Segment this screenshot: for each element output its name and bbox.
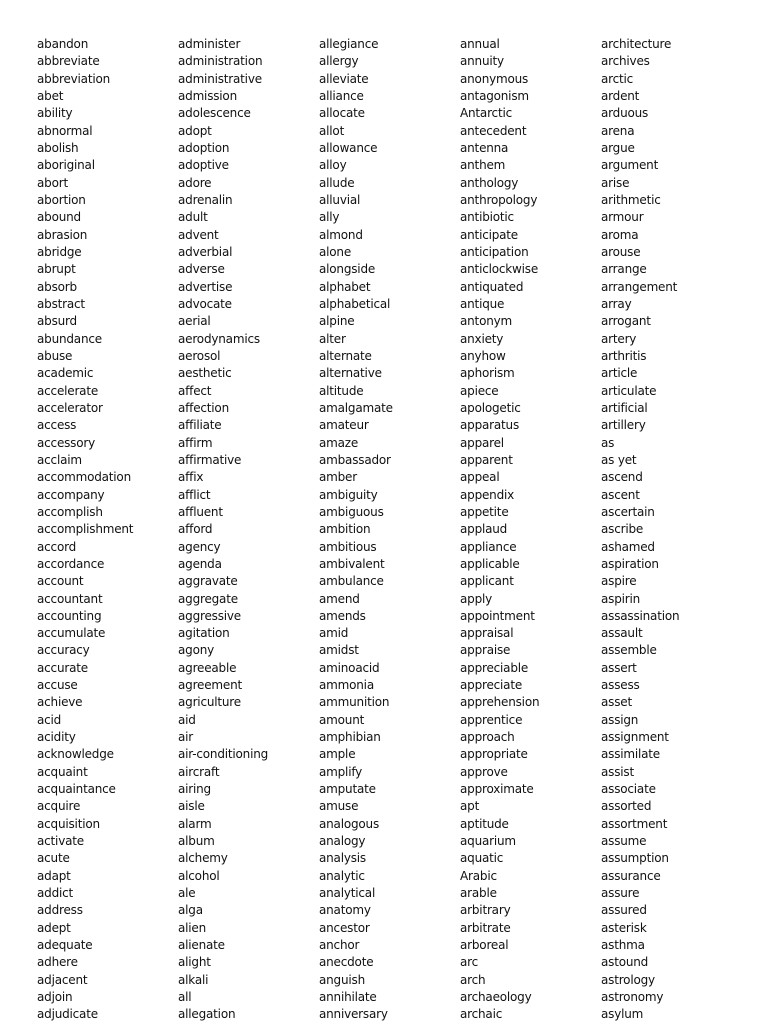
word-entry: allude <box>319 175 355 190</box>
word-entry: ambitious <box>319 539 377 554</box>
word-entry: adolescence <box>178 106 251 121</box>
word-entry: aerosol <box>178 348 221 363</box>
word-entry: archaic <box>460 1007 503 1022</box>
word-entry: accounting <box>37 608 102 623</box>
word-entry: account <box>37 574 84 589</box>
word-entry: ambulance <box>319 574 384 589</box>
word-entry: artillery <box>601 418 646 433</box>
word-entry: assorted <box>601 799 652 814</box>
word-entry: analogous <box>319 816 380 831</box>
word-entry: accuse <box>37 678 78 693</box>
word-entry: accurate <box>37 660 88 675</box>
word-entry: analogy <box>319 834 366 849</box>
word-entry: antibiotic <box>460 210 514 225</box>
word-entry: annual <box>460 37 500 51</box>
word-entry: apprehension <box>460 695 540 710</box>
word-entry: adjoin <box>37 990 73 1005</box>
word-entry: apprentice <box>460 712 523 727</box>
word-entry: Arabic <box>460 868 497 883</box>
word-entry: arrogant <box>601 314 651 329</box>
word-entry: administrative <box>178 71 262 86</box>
word-entry: arbitrate <box>460 920 511 935</box>
word-entry: aminoacid <box>319 660 380 675</box>
word-entry: ascribe <box>601 522 644 537</box>
word-entry: antonym <box>460 314 513 329</box>
word-entry: aphorism <box>460 366 515 381</box>
word-entry: acquaint <box>37 764 88 779</box>
word-entry: anniversary <box>319 1007 388 1022</box>
word-entry: armour <box>601 210 644 225</box>
word-entry: agreement <box>178 678 242 693</box>
word-entry: affix <box>178 470 204 485</box>
word-entry: alter <box>319 331 346 346</box>
word-entry: arrangement <box>601 279 678 294</box>
word-entry: array <box>601 296 632 311</box>
word-entry: anticipation <box>460 244 529 259</box>
word-entry: aggressive <box>178 608 241 623</box>
word-entry: acute <box>37 851 70 866</box>
word-entry: assassination <box>601 608 680 623</box>
word-entry: arise <box>601 175 630 190</box>
word-entry: aspirin <box>601 591 641 606</box>
word-entry: alternative <box>319 366 382 381</box>
word-entry: agreeable <box>178 660 237 675</box>
word-entry: asylum <box>601 1007 644 1022</box>
word-entry: applicant <box>460 574 514 589</box>
word-entry: allergy <box>319 54 359 69</box>
word-entry: appreciable <box>460 660 529 675</box>
word-entry: assist <box>601 764 634 779</box>
word-entry: accessory <box>37 435 96 450</box>
word-entry: appraise <box>460 643 511 658</box>
word-entry: abrupt <box>37 262 76 277</box>
word-entry: ambiguity <box>319 487 378 502</box>
word-entry: accelerator <box>37 400 103 415</box>
word-entry: afflict <box>178 487 211 502</box>
word-entry: abortion <box>37 192 86 207</box>
word-entry: agenda <box>178 556 222 571</box>
word-entry: alienate <box>178 938 225 953</box>
word-entry: arch <box>460 972 486 987</box>
word-entry: abbreviate <box>37 54 100 69</box>
word-entry: album <box>178 834 215 849</box>
word-entry: ascent <box>601 487 640 502</box>
word-entry: appreciate <box>460 678 523 693</box>
word-entry: altitude <box>319 383 364 398</box>
word-entry: annuity <box>460 54 504 69</box>
word-entry: assurance <box>601 868 661 883</box>
word-entry: almond <box>319 227 363 242</box>
word-entry: articulate <box>601 383 657 398</box>
word-entry: arc <box>460 955 479 970</box>
word-entry: air <box>178 730 194 745</box>
word-entry: apparel <box>460 435 504 450</box>
word-entry: ambiguous <box>319 504 384 519</box>
word-entry: apparatus <box>460 418 519 433</box>
word-entry: access <box>37 418 77 433</box>
word-entry: aggravate <box>178 574 238 589</box>
word-entry: amateur <box>319 418 369 433</box>
word-entry: agony <box>178 643 215 658</box>
word-entry: alcohol <box>178 868 220 883</box>
word-entry: adore <box>178 175 212 190</box>
word-entry: aggregate <box>178 591 238 606</box>
word-entry: associate <box>601 782 656 797</box>
word-entry: ascertain <box>601 504 655 519</box>
word-column-1 <box>37 36 133 1024</box>
word-entry: acknowledge <box>37 747 114 762</box>
word-entry: abrasion <box>37 227 88 242</box>
word-entry: arouse <box>601 244 641 259</box>
word-entry: appeal <box>460 470 500 485</box>
word-entry: advocate <box>178 296 232 311</box>
word-entry: assault <box>601 626 643 641</box>
word-entry: annihilate <box>319 990 377 1005</box>
word-entry: arable <box>460 886 497 901</box>
word-column-4 <box>460 36 539 1024</box>
word-entry: alarm <box>178 816 212 831</box>
word-entry: aerial <box>178 314 211 329</box>
word-entry: adverse <box>178 262 225 277</box>
word-entry: as yet <box>601 452 637 467</box>
word-entry: anchor <box>319 938 360 953</box>
word-entry: arbitrary <box>460 903 511 918</box>
word-entry: accuracy <box>37 643 90 658</box>
word-entry: advertise <box>178 279 233 294</box>
word-entry: accordance <box>37 556 105 571</box>
word-entry: accompany <box>37 487 105 502</box>
word-entry: applicable <box>460 556 520 571</box>
word-entry: adrenalin <box>178 192 233 207</box>
word-entry: aroma <box>601 227 639 242</box>
word-entry: apologetic <box>460 400 521 415</box>
word-entry: acidity <box>37 730 76 745</box>
word-entry: ample <box>319 747 356 762</box>
word-entry: ability <box>37 106 73 121</box>
word-entry: achieve <box>37 695 83 710</box>
word-entry: agriculture <box>178 695 241 710</box>
word-entry: amplify <box>319 764 363 779</box>
word-entry: aesthetic <box>178 366 232 381</box>
word-column-2 <box>178 36 268 1024</box>
word-entry: adoptive <box>178 158 229 173</box>
word-entry: arthritis <box>601 348 647 363</box>
word-entry: adhere <box>37 955 78 970</box>
word-entry: arctic <box>601 71 634 86</box>
word-entry: antique <box>460 296 505 311</box>
word-entry: anxiety <box>460 331 504 346</box>
word-entry: anonymous <box>460 71 529 86</box>
word-entry: archives <box>601 54 650 69</box>
word-entry: argument <box>601 158 659 173</box>
word-entry: aspire <box>601 574 637 589</box>
word-entry: assume <box>601 834 647 849</box>
word-entry: abet <box>37 88 64 103</box>
word-entry: adjacent <box>37 972 88 987</box>
word-entry: aisle <box>178 799 205 814</box>
word-entry: accountant <box>37 591 103 606</box>
word-entry: adequate <box>37 938 93 953</box>
word-entry: apiece <box>460 383 499 398</box>
word-entry: abundance <box>37 331 102 346</box>
word-entry: abnormal <box>37 123 93 138</box>
word-entry: analysis <box>319 851 366 866</box>
word-entry: amid <box>319 626 349 641</box>
word-entry: assured <box>601 903 647 918</box>
word-entry: ascend <box>601 470 643 485</box>
word-entry: appointment <box>460 608 535 623</box>
word-entry: allot <box>319 123 345 138</box>
word-entry: approach <box>460 730 515 745</box>
word-entry: alloy <box>319 158 347 173</box>
word-entry: allegiance <box>319 37 379 51</box>
word-entry: affirmative <box>178 452 242 467</box>
word-entry: appropriate <box>460 747 528 762</box>
word-entry: acclaim <box>37 452 82 467</box>
word-entry: airing <box>178 782 211 797</box>
word-entry: amuse <box>319 799 359 814</box>
word-entry: aptitude <box>460 816 509 831</box>
word-entry: afford <box>178 522 213 537</box>
word-entry: affluent <box>178 504 223 519</box>
word-entry: amputate <box>319 782 376 797</box>
word-entry: apparent <box>460 452 513 467</box>
word-entry: assure <box>601 886 640 901</box>
word-entry: ardent <box>601 88 640 103</box>
word-entry: anthem <box>460 158 506 173</box>
word-entry: assignment <box>601 730 669 745</box>
word-entry: accord <box>37 539 77 554</box>
word-entry: affiliate <box>178 418 222 433</box>
word-entry: aircraft <box>178 764 220 779</box>
word-entry: astrology <box>601 972 655 987</box>
word-entry: alphabet <box>319 279 371 294</box>
word-entry: adult <box>178 210 208 225</box>
word-entry: ammonia <box>319 678 374 693</box>
word-entry: accommodation <box>37 470 131 485</box>
word-entry: alphabetical <box>319 296 391 311</box>
word-entry: abandon <box>37 37 89 51</box>
word-entry: anatomy <box>319 903 371 918</box>
word-entry: aspiration <box>601 556 659 571</box>
word-entry: arrange <box>601 262 647 277</box>
word-entry: affection <box>178 400 229 415</box>
word-entry: antecedent <box>460 123 527 138</box>
word-entry: aerodynamics <box>178 331 260 346</box>
word-entry: allegation <box>178 1007 236 1022</box>
word-entry: arduous <box>601 106 649 121</box>
word-entry: ambition <box>319 522 371 537</box>
word-entry: allocate <box>319 106 365 121</box>
word-entry: antenna <box>460 140 509 155</box>
word-entry: analytical <box>319 886 376 901</box>
word-entry: alien <box>178 920 207 935</box>
word-entry: accomplish <box>37 504 103 519</box>
word-entry: addict <box>37 886 74 901</box>
word-column-3 <box>319 36 393 1024</box>
word-entry: ambassador <box>319 452 391 467</box>
word-entry: amount <box>319 712 365 727</box>
word-entry: abort <box>37 175 68 190</box>
word-entry: anthology <box>460 175 519 190</box>
word-entry: acquaintance <box>37 782 116 797</box>
word-column-5 <box>601 36 679 1024</box>
word-entry: appetite <box>460 504 509 519</box>
word-entry: anticlockwise <box>460 262 539 277</box>
word-entry: assumption <box>601 851 669 866</box>
word-entry: aquarium <box>460 834 516 849</box>
word-entry: adverbial <box>178 244 233 259</box>
word-entry: article <box>601 366 638 381</box>
word-entry: archaeology <box>460 990 532 1005</box>
word-entry: accelerate <box>37 383 99 398</box>
word-entry: analytic <box>319 868 365 883</box>
word-entry: appendix <box>460 487 515 502</box>
word-entry: address <box>37 903 83 918</box>
word-entry: amber <box>319 470 357 485</box>
word-entry: applaud <box>460 522 508 537</box>
word-entry: all <box>178 990 192 1005</box>
word-entry: amaze <box>319 435 359 450</box>
word-entry: Antarctic <box>460 106 512 121</box>
word-entry: ally <box>319 210 340 225</box>
word-entry: ambivalent <box>319 556 385 571</box>
word-entry: abridge <box>37 244 82 259</box>
word-entry: affect <box>178 383 212 398</box>
word-entry: alkali <box>178 972 209 987</box>
word-entry: adept <box>37 920 71 935</box>
word-entry: amend <box>319 591 360 606</box>
word-entry: antagonism <box>460 88 529 103</box>
word-entry: ammunition <box>319 695 390 710</box>
word-entry: ashamed <box>601 539 655 554</box>
word-entry: anguish <box>319 972 365 987</box>
word-entry: amphibian <box>319 730 381 745</box>
word-entry: anecdote <box>319 955 374 970</box>
word-entry: assimilate <box>601 747 660 762</box>
word-entry: aboriginal <box>37 158 95 173</box>
word-entry: artery <box>601 331 637 346</box>
word-entry: aid <box>178 712 196 727</box>
word-entry: abolish <box>37 140 79 155</box>
word-entry: absurd <box>37 314 77 329</box>
word-entry: alga <box>178 903 203 918</box>
word-entry: assign <box>601 712 639 727</box>
word-entry: assortment <box>601 816 668 831</box>
word-entry: affirm <box>178 435 213 450</box>
word-entry: abbreviation <box>37 71 111 86</box>
word-entry: accomplishment <box>37 522 134 537</box>
word-entry: assert <box>601 660 637 675</box>
word-entry: anthropology <box>460 192 538 207</box>
word-entry: apply <box>460 591 493 606</box>
word-entry: alternate <box>319 348 372 363</box>
word-entry: aquatic <box>460 851 504 866</box>
word-entry: alliance <box>319 88 364 103</box>
word-entry: acquisition <box>37 816 100 831</box>
word-entry: abstract <box>37 296 85 311</box>
word-entry: activate <box>37 834 84 849</box>
word-entry: alleviate <box>319 71 369 86</box>
word-entry: air-conditioning <box>178 747 269 762</box>
word-entry: alight <box>178 955 211 970</box>
word-entry: approve <box>460 764 508 779</box>
word-entry: antiquated <box>460 279 524 294</box>
word-entry: amidst <box>319 643 359 658</box>
word-entry: astronomy <box>601 990 664 1005</box>
word-entry: acquire <box>37 799 81 814</box>
word-entry: architecture <box>601 37 672 51</box>
word-entry: alone <box>319 244 352 259</box>
word-entry: advent <box>178 227 219 242</box>
word-entry: apt <box>460 799 480 814</box>
word-entry: artificial <box>601 400 648 415</box>
word-entry: arena <box>601 123 635 138</box>
word-entry: amends <box>319 608 366 623</box>
word-entry: administer <box>178 37 241 51</box>
word-entry: alluvial <box>319 192 361 207</box>
word-entry: academic <box>37 366 94 381</box>
word-entry: abound <box>37 210 81 225</box>
word-entry: arboreal <box>460 938 509 953</box>
word-entry: assess <box>601 678 640 693</box>
word-entry: alpine <box>319 314 355 329</box>
word-entry: absorb <box>37 279 77 294</box>
word-entry: appraisal <box>460 626 514 641</box>
word-entry: approximate <box>460 782 534 797</box>
word-entry: as <box>601 435 615 450</box>
word-entry: alchemy <box>178 851 228 866</box>
word-entry: acid <box>37 712 62 727</box>
word-entry: ancestor <box>319 920 370 935</box>
word-entry: asterisk <box>601 920 647 935</box>
word-entry: allowance <box>319 140 378 155</box>
word-entry: anyhow <box>460 348 506 363</box>
word-entry: adoption <box>178 140 230 155</box>
word-entry: asthma <box>601 938 645 953</box>
word-entry: anticipate <box>460 227 518 242</box>
word-entry: assemble <box>601 643 657 658</box>
word-entry: astound <box>601 955 649 970</box>
word-entry: appliance <box>460 539 517 554</box>
word-entry: abuse <box>37 348 73 363</box>
word-entry: adopt <box>178 123 212 138</box>
word-list-page <box>0 36 768 1024</box>
word-entry: ale <box>178 886 196 901</box>
word-entry: adjudicate <box>37 1007 98 1022</box>
word-entry: adapt <box>37 868 71 883</box>
word-entry: asset <box>601 695 632 710</box>
word-entry: agitation <box>178 626 230 641</box>
word-entry: admission <box>178 88 237 103</box>
word-entry: accumulate <box>37 626 106 641</box>
word-entry: arithmetic <box>601 192 661 207</box>
word-entry: administration <box>178 54 263 69</box>
word-entry: argue <box>601 140 635 155</box>
word-entry: alongside <box>319 262 376 277</box>
word-entry: agency <box>178 539 221 554</box>
word-entry: amalgamate <box>319 400 393 415</box>
